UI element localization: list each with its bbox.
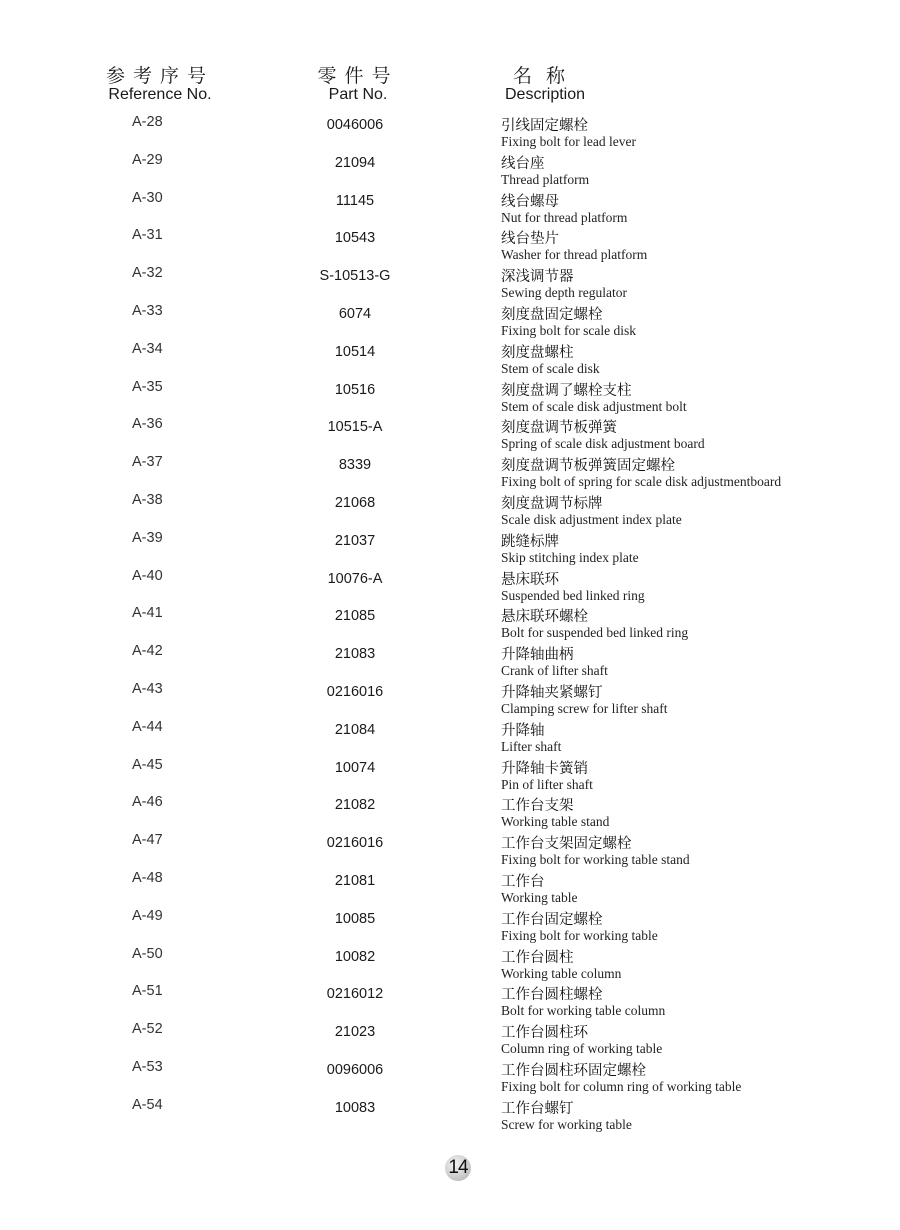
- part-number: 11145: [335, 192, 375, 209]
- description-en: Scale disk adjustment index plate: [501, 512, 682, 527]
- reference-number: A-39: [132, 529, 163, 546]
- table-row: [0, 753, 900, 791]
- part-number: 10514: [334, 343, 376, 360]
- header-reference-no: [100, 66, 220, 104]
- reference-number: A-51: [132, 983, 163, 1000]
- table-row: [0, 1093, 900, 1131]
- header-description: [505, 66, 595, 104]
- table-row: [0, 412, 900, 450]
- description-zh: 工作台圆柱螺栓: [501, 987, 603, 1004]
- description-en: Bolt for suspended bed linked ring: [501, 625, 689, 641]
- description-en: Crank of lifter shaft: [501, 663, 608, 679]
- reference-number: A-28: [132, 114, 163, 130]
- table-row: [0, 450, 900, 488]
- table-row: [0, 299, 900, 337]
- part-number: 21023: [334, 1024, 376, 1041]
- reference-number: A-45: [132, 756, 163, 773]
- description-en: Column ring of working table: [501, 1041, 663, 1057]
- description-en: Washer for thread platform: [501, 247, 648, 263]
- description-en: Sewing depth regulator: [501, 285, 627, 301]
- reference-number: A-44: [132, 718, 163, 735]
- description-zh: 工作台圆柱环: [501, 1025, 588, 1042]
- part-number: 0096006: [326, 1062, 384, 1078]
- table-row: [0, 866, 900, 904]
- part-number: 10083: [334, 1099, 376, 1116]
- part-number: 6074: [338, 306, 372, 322]
- description-en: Fixing bolt for scale disk: [501, 323, 636, 338]
- description-en: Working table column: [501, 965, 622, 981]
- description-zh: 引线固定螺栓: [501, 118, 588, 134]
- table-row: [0, 1017, 900, 1055]
- part-number: 10085: [334, 910, 376, 927]
- header-description-en: Description: [505, 86, 586, 103]
- part-number: 10515-A: [327, 419, 383, 436]
- description-en: Thread platform: [501, 171, 590, 187]
- table-row: [0, 790, 900, 828]
- table-row: [0, 828, 900, 866]
- part-number: 0216016: [326, 684, 384, 700]
- description-en: Bolt for working table column: [501, 1003, 666, 1019]
- table-row: [0, 375, 900, 413]
- part-number: 21081: [334, 873, 376, 889]
- part-number: 8339: [338, 457, 372, 474]
- part-number: 10074: [334, 759, 376, 776]
- description-zh: 线台座: [501, 155, 545, 172]
- part-number: 21085: [334, 608, 376, 625]
- reference-number: A-35: [132, 378, 163, 395]
- part-number: 21094: [334, 154, 376, 171]
- reference-number: A-30: [132, 189, 163, 206]
- description-en: Lifter shaft: [501, 738, 562, 754]
- table-row: [0, 904, 900, 942]
- description-en: Stem of scale disk: [501, 360, 600, 376]
- description-en: Clamping screw for lifter shaft: [501, 701, 668, 716]
- part-number: 0046006: [326, 117, 384, 133]
- table-row: [0, 526, 900, 564]
- table-row: [0, 148, 900, 186]
- description-zh: 升降轴曲柄: [501, 647, 574, 664]
- table-row: [0, 1055, 900, 1093]
- reference-number: A-29: [132, 151, 163, 168]
- description-zh: 刻度盘调节板弹簧固定螺栓: [501, 458, 675, 475]
- description-zh: 工作台: [501, 874, 545, 890]
- description-zh: 悬床联环螺栓: [501, 609, 588, 626]
- reference-number: A-48: [132, 870, 163, 886]
- reference-number: A-33: [132, 303, 163, 319]
- reference-number: A-54: [132, 1096, 163, 1113]
- reference-number: A-49: [132, 907, 163, 924]
- description-en: Fixing bolt for column ring of working table: [501, 1079, 742, 1094]
- reference-number: A-52: [132, 1021, 163, 1038]
- description-en: Fixing bolt for lead lever: [501, 134, 636, 149]
- table-row: [0, 488, 900, 526]
- table-row: [0, 110, 900, 148]
- page-number-badge: 14: [445, 1155, 471, 1181]
- table-row: [0, 186, 900, 224]
- description-zh: 悬床联环: [501, 571, 559, 588]
- description-en: Fixing bolt for working table stand: [501, 852, 690, 868]
- part-number: 21037: [334, 532, 376, 549]
- description-en: Suspended bed linked ring: [501, 587, 645, 603]
- description-zh: 深浅调节器: [501, 269, 574, 286]
- description-zh: 刻度盘螺柱: [501, 344, 574, 361]
- part-number: 21068: [334, 495, 376, 511]
- table-row: [0, 223, 900, 261]
- description-en: Fixing bolt of spring for scale disk adjustmentboard: [501, 474, 782, 490]
- reference-number: A-43: [132, 681, 163, 697]
- description-zh: 刻度盘调节板弹簧: [501, 420, 617, 437]
- header-part-zh: 零件号: [317, 65, 399, 87]
- description-en: Nut for thread platform: [501, 209, 628, 225]
- reference-number: A-32: [132, 265, 163, 282]
- description-zh: 刻度盘固定螺栓: [501, 307, 603, 323]
- header-part-en: Part No.: [328, 86, 388, 103]
- reference-number: A-34: [132, 340, 163, 357]
- description-zh: 工作台支架固定螺栓: [501, 836, 632, 853]
- description-zh: 升降轴夹紧螺钉: [501, 685, 603, 701]
- description-en: Working table: [501, 890, 578, 905]
- description-zh: 工作台圆柱: [501, 949, 574, 966]
- description-zh: 刻度盘调了螺栓支柱: [501, 382, 632, 399]
- reference-number: A-50: [132, 945, 163, 962]
- description-zh: 跳缝标牌: [501, 533, 559, 550]
- part-number: 10543: [334, 230, 376, 247]
- description-zh: 工作台支架: [501, 798, 574, 815]
- description-en: Fixing bolt for working table: [501, 927, 658, 943]
- reference-number: A-38: [132, 492, 163, 508]
- reference-number: A-47: [132, 832, 163, 849]
- description-zh: 线台螺母: [501, 193, 559, 210]
- description-zh: 工作台圆柱环固定螺栓: [501, 1063, 646, 1079]
- reference-number: A-37: [132, 454, 163, 471]
- description-zh: 升降轴: [501, 722, 545, 739]
- header-reference-zh: 参考序号: [105, 65, 214, 87]
- reference-number: A-31: [132, 227, 163, 244]
- reference-number: A-40: [132, 567, 163, 584]
- description-en: Spring of scale disk adjustment board: [501, 436, 705, 452]
- part-number: 21083: [334, 646, 376, 663]
- part-number: 21084: [334, 721, 376, 738]
- part-number: 10076-A: [327, 570, 383, 587]
- description-zh: 升降轴卡簧销: [501, 760, 588, 777]
- description-zh: 工作台螺钉: [501, 1100, 574, 1117]
- part-number: S-10513-G: [319, 268, 391, 285]
- reference-number: A-41: [132, 605, 163, 622]
- table-row: [0, 601, 900, 639]
- table-row: [0, 337, 900, 375]
- reference-number: A-42: [132, 643, 163, 660]
- header-part-no: [308, 66, 408, 104]
- table-row: [0, 261, 900, 299]
- table-row: [0, 942, 900, 980]
- table-row: [0, 677, 900, 715]
- description-zh: 线台垫片: [501, 231, 559, 248]
- header-description-zh: 名称: [513, 65, 580, 87]
- table-row: [0, 979, 900, 1017]
- description-zh: 工作台固定螺栓: [501, 911, 603, 928]
- description-zh: 刻度盘调节标牌: [501, 496, 603, 512]
- part-number: 10082: [334, 948, 376, 965]
- header-reference-en: Reference No.: [108, 86, 212, 103]
- part-number: 0216012: [326, 986, 384, 1003]
- table-row: [0, 639, 900, 677]
- description-en: Pin of lifter shaft: [501, 776, 593, 792]
- reference-number: A-46: [132, 794, 163, 811]
- part-number: 10516: [334, 381, 376, 398]
- description-en: Working table stand: [501, 814, 610, 830]
- description-en: Skip stitching index plate: [501, 549, 639, 565]
- part-number: 0216016: [326, 835, 384, 852]
- reference-number: A-53: [132, 1059, 163, 1075]
- description-en: Screw for working table: [501, 1116, 632, 1132]
- table-row: [0, 715, 900, 753]
- table-row: [0, 564, 900, 602]
- part-number: 21082: [334, 797, 376, 814]
- reference-number: A-36: [132, 416, 163, 433]
- description-en: Stem of scale disk adjustment bolt: [501, 398, 687, 414]
